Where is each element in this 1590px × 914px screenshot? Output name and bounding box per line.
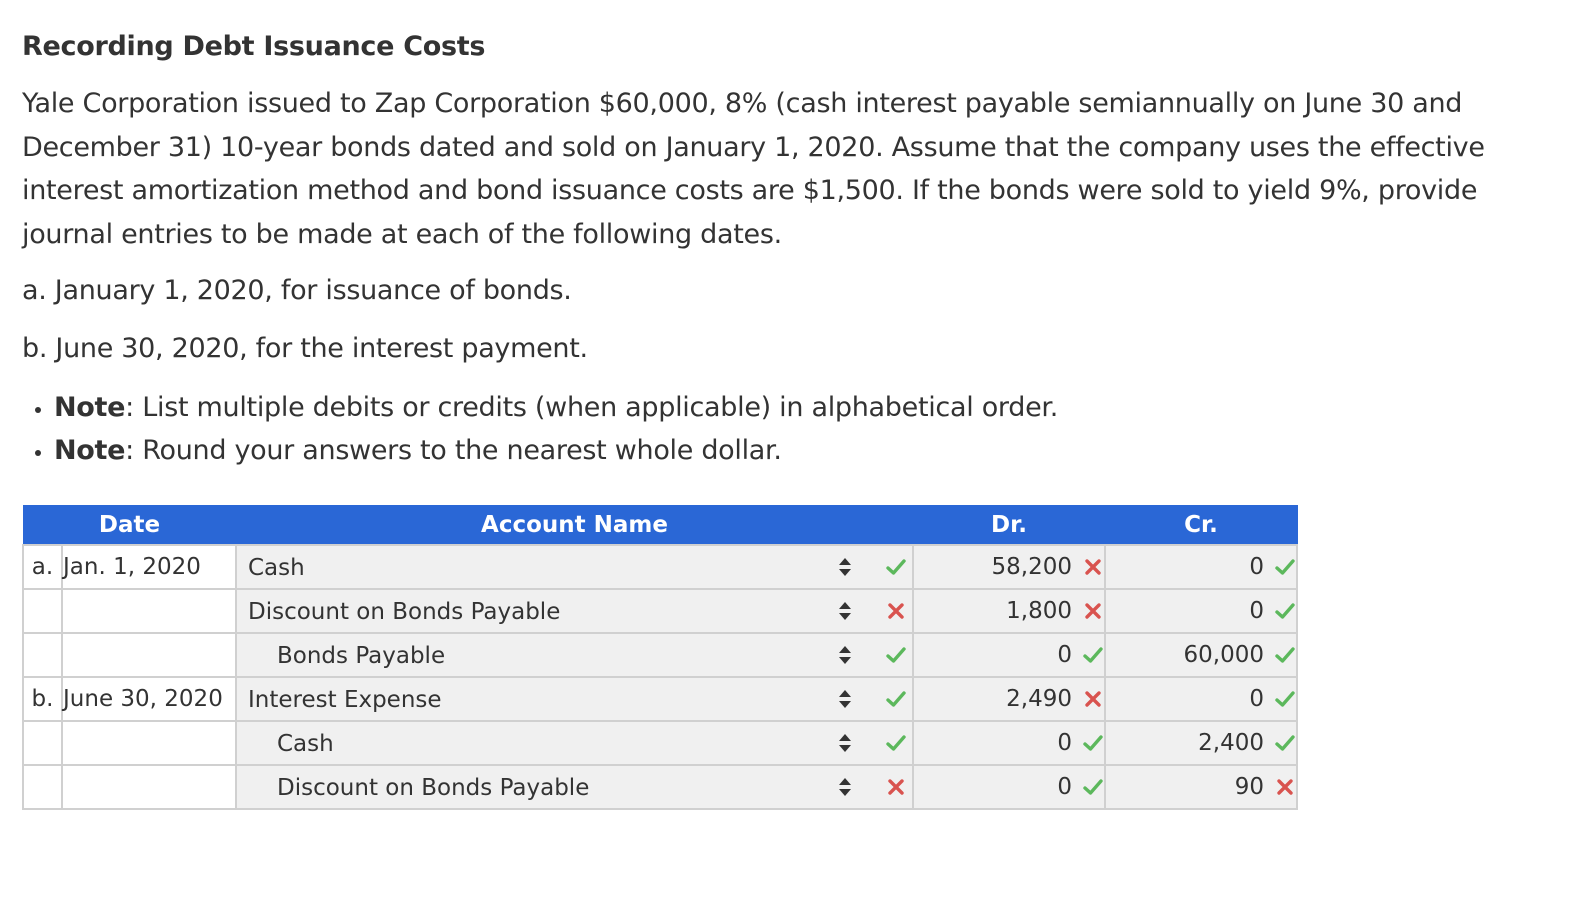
checkmark-icon — [1274, 556, 1296, 578]
table-row — [23, 545, 1297, 589]
account-select[interactable] — [236, 545, 913, 589]
account-select[interactable] — [236, 765, 913, 809]
x-mark-icon — [1082, 556, 1104, 578]
x-mark-icon — [885, 600, 907, 622]
debit-input[interactable] — [913, 677, 1105, 721]
header-date: Date — [23, 506, 236, 546]
account-name: Discount on Bonds Payable — [248, 599, 561, 625]
credit-value: 90 — [1234, 774, 1264, 801]
question-content — [22, 28, 1542, 472]
item-b: b. June 30, 2020, for the interest payment. — [22, 333, 588, 364]
debit-input[interactable] — [913, 589, 1105, 633]
credit-value: 0 — [1249, 598, 1264, 625]
journal-body — [23, 545, 1297, 809]
note-item — [54, 429, 1542, 472]
debit-input[interactable] — [913, 721, 1105, 765]
note-label: Note — [54, 435, 126, 466]
entry-label — [23, 589, 62, 633]
debit-value: 1,800 — [1006, 598, 1072, 625]
entry-label — [23, 633, 62, 677]
table-row — [23, 721, 1297, 765]
header-account-name: Account Name — [236, 506, 913, 546]
checkmark-icon — [1082, 732, 1104, 754]
entry-date — [62, 589, 236, 633]
entry-label — [23, 721, 62, 765]
credit-value: 60,000 — [1183, 642, 1264, 669]
account-select[interactable] — [236, 677, 913, 721]
account-name: Cash — [277, 731, 334, 757]
credit-input[interactable] — [1105, 633, 1297, 677]
note-text: : Round your answers to the nearest whole dollar. — [125, 435, 782, 466]
sort-arrows-icon[interactable] — [837, 687, 853, 711]
notes-list — [22, 386, 1542, 472]
sort-arrows-icon[interactable] — [837, 775, 853, 799]
x-mark-icon — [1082, 600, 1104, 622]
entry-date — [62, 721, 236, 765]
credit-value: 0 — [1249, 686, 1264, 713]
note-text: : List multiple debits or credits (when applicable) in alphabetical order. — [125, 392, 1059, 423]
table-header-row — [23, 506, 1297, 546]
entry-date — [62, 633, 236, 677]
page-title: Recording Debt Issuance Costs — [22, 31, 486, 62]
checkmark-icon — [885, 556, 907, 578]
account-select[interactable] — [236, 633, 913, 677]
debit-input[interactable] — [913, 545, 1105, 589]
note-label: Note — [54, 392, 126, 423]
checkmark-icon — [885, 644, 907, 666]
item-a: a. January 1, 2020, for issuance of bonds. — [22, 275, 572, 306]
journal-entry-table — [22, 505, 1298, 810]
table-row — [23, 765, 1297, 809]
debit-value: 0 — [1057, 730, 1072, 757]
account-select[interactable] — [236, 589, 913, 633]
checkmark-icon — [1274, 644, 1296, 666]
sort-arrows-icon[interactable] — [837, 555, 853, 579]
account-name: Cash — [248, 555, 305, 581]
entry-date — [62, 765, 236, 809]
credit-input[interactable] — [1105, 765, 1297, 809]
x-mark-icon — [1274, 776, 1296, 798]
sort-arrows-icon[interactable] — [837, 731, 853, 755]
table-row — [23, 677, 1297, 721]
sort-arrows-icon[interactable] — [837, 643, 853, 667]
sort-arrows-icon[interactable] — [837, 599, 853, 623]
entry-date: June 30, 2020 — [62, 677, 236, 721]
problem-paragraph: Yale Corporation issued to Zap Corporation $60,000, 8% (cash interest payable semiannually on June 30 and December 31) 10-year bonds dated and sold on January 1, 2020. Assume that the company uses the effective interest amortization method and bond issuance costs are $1,500. If the bonds were sold to yield 9%, provide journal entries to be made at each of the following dates. — [22, 88, 1485, 250]
credit-input[interactable] — [1105, 721, 1297, 765]
account-select[interactable] — [236, 721, 913, 765]
account-name: Interest Expense — [248, 687, 442, 713]
x-mark-icon — [1082, 688, 1104, 710]
checkmark-icon — [1274, 688, 1296, 710]
credit-input[interactable] — [1105, 677, 1297, 721]
entry-label: b. — [23, 677, 62, 721]
account-name: Bonds Payable — [277, 643, 446, 669]
checkmark-icon — [885, 732, 907, 754]
credit-value: 2,400 — [1198, 730, 1264, 757]
checkmark-icon — [1274, 732, 1296, 754]
credit-value: 0 — [1249, 554, 1264, 581]
debit-value: 2,490 — [1006, 686, 1072, 713]
debit-input[interactable] — [913, 633, 1105, 677]
debit-input[interactable] — [913, 765, 1105, 809]
debit-value: 0 — [1057, 642, 1072, 669]
checkmark-icon — [1082, 644, 1104, 666]
checkmark-icon — [1274, 600, 1296, 622]
note-item — [54, 386, 1542, 429]
debit-value: 0 — [1057, 774, 1072, 801]
header-debit: Dr. — [913, 506, 1105, 546]
x-mark-icon — [885, 776, 907, 798]
table-row — [23, 589, 1297, 633]
checkmark-icon — [885, 688, 907, 710]
checkmark-icon — [1082, 776, 1104, 798]
entry-date: Jan. 1, 2020 — [62, 545, 236, 589]
debit-value: 58,200 — [991, 554, 1072, 581]
entry-label — [23, 765, 62, 809]
account-name: Discount on Bonds Payable — [277, 775, 590, 801]
header-credit: Cr. — [1105, 506, 1297, 546]
table-row — [23, 633, 1297, 677]
credit-input[interactable] — [1105, 589, 1297, 633]
entry-label: a. — [23, 545, 62, 589]
credit-input[interactable] — [1105, 545, 1297, 589]
